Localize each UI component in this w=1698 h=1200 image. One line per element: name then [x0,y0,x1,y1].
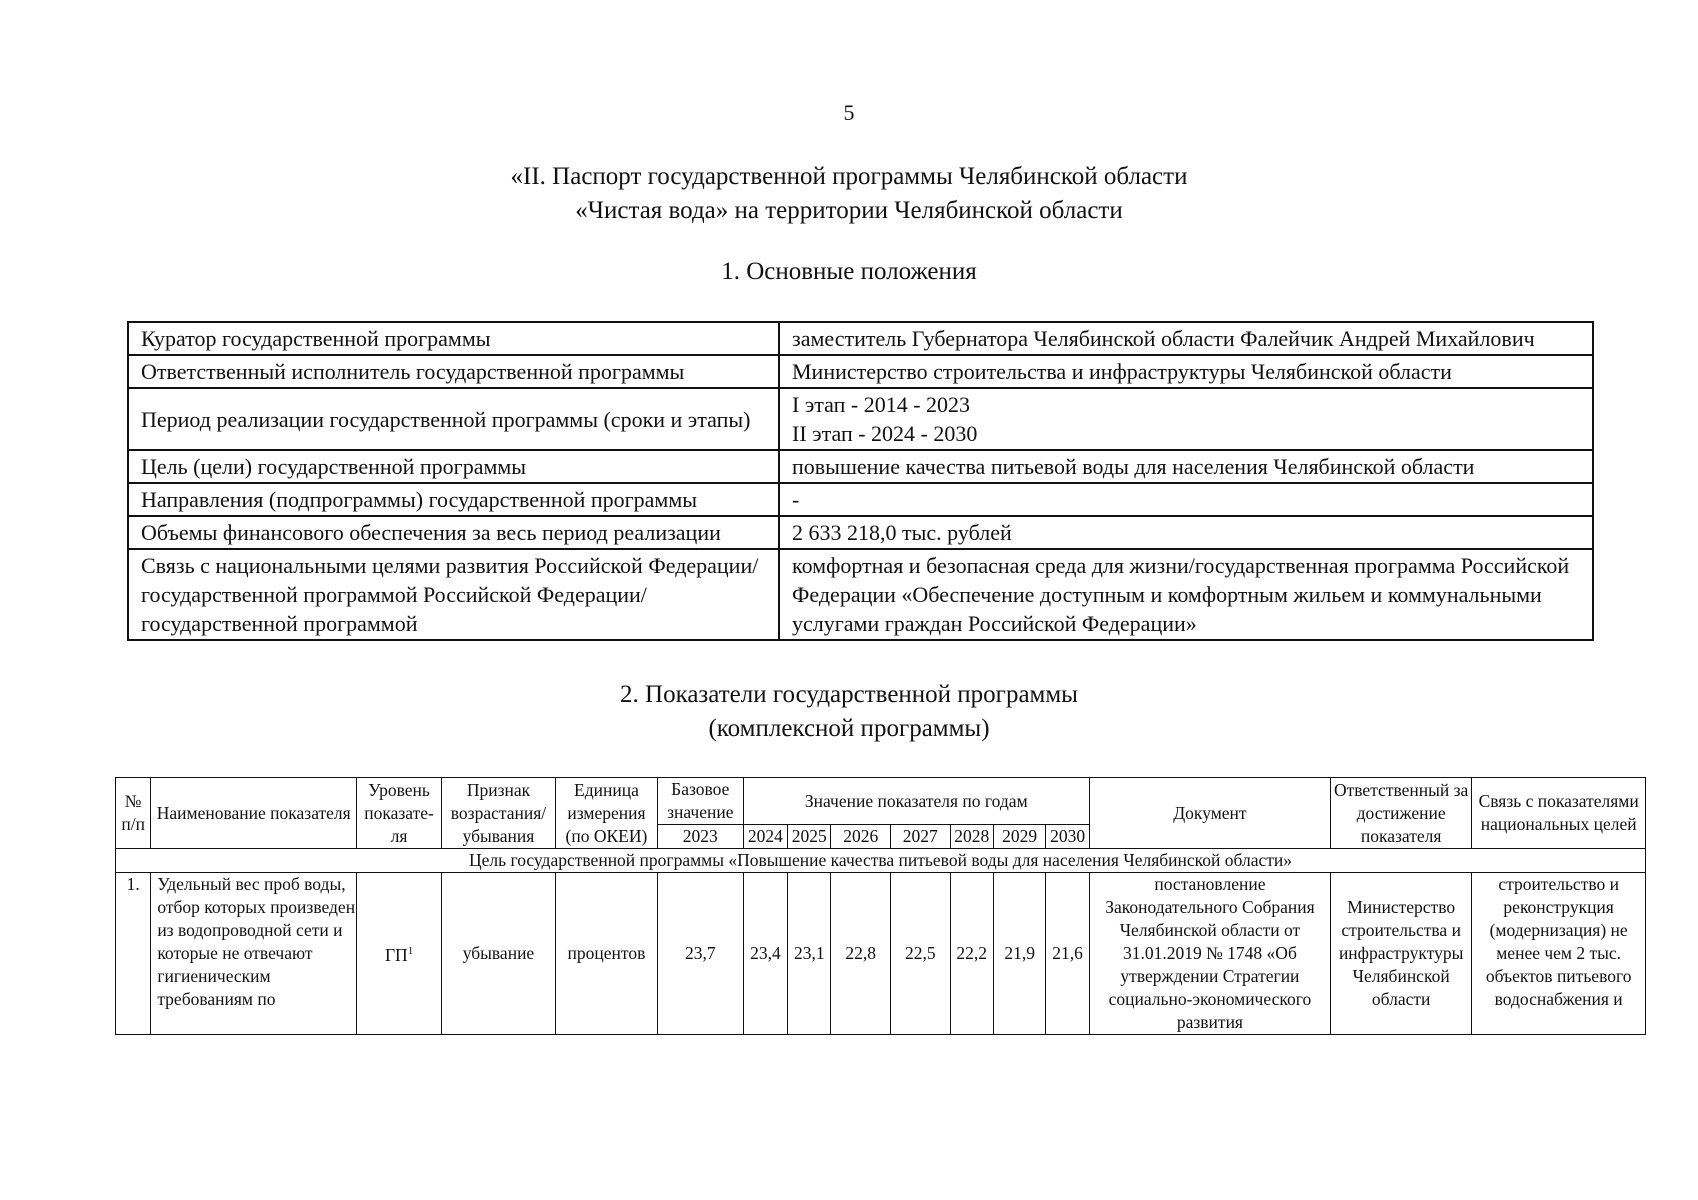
table-header-row [116,778,1646,825]
row-value: Министерство строительства и инфраструктуры Челябинской области [779,355,1593,388]
table-row [128,549,1593,640]
cell-value: 22,8 [831,873,891,1035]
header-year: 2030 [1046,825,1089,849]
row-value: 2 633 218,0 тыс. рублей [779,516,1593,549]
goal-text: Цель государственной программы «Повышение качества питьевой воды для населения Челябинской области» [116,849,1646,873]
row-key: Объемы финансового обеспечения за весь период реализации [128,516,779,549]
row-key: Цель (цели) государственной программы [128,450,779,483]
cell-value: 21,9 [993,873,1045,1035]
cell-document: постановление Законодательного Собрания Челябинской области от 31.01.2019 № 1748 «Об утверждении Стратегии социально-экономического развития [1089,873,1330,1035]
header-year: 2024 [743,825,787,849]
cell-value: 23,4 [743,873,787,1035]
table-row [128,516,1593,549]
cell-num: 1. [116,873,151,1035]
header-year: 2029 [993,825,1045,849]
header-responsible: Ответственный за достижение показателя [1331,778,1472,849]
table-row [128,450,1593,483]
table-row [128,322,1593,355]
cell-value: 23,1 [788,873,831,1035]
header-base: Базовое значение [657,778,743,825]
cell-sign: убывание [441,873,555,1035]
cell-unit: процентов [555,873,657,1035]
cell-value: 21,6 [1046,873,1089,1035]
header-year: 2026 [831,825,891,849]
section1-heading: 1. Основные положения [721,258,977,285]
table-row [128,483,1593,516]
cell-value: 22,5 [891,873,951,1035]
cell-level [357,873,442,1035]
row-key: Период реализации государственной программы (сроки и этапы) [128,388,779,450]
header-values-by-year: Значение показателя по годам [743,778,1089,825]
document-title [0,160,1698,228]
section2-heading [0,678,1698,746]
level-footnote: 1 [407,945,414,958]
row-value: заместитель Губернатора Челябинской области Фалейчик Андрей Михайлович [779,322,1593,355]
header-sign: Признак возрастания/ убывания [441,778,555,849]
row-value [779,388,1593,450]
table-row [116,873,1646,1035]
row-key: Куратор государственной программы [128,322,779,355]
header-year: 2028 [950,825,993,849]
cell-link: строительство и реконструкция (модернизация) не менее чем 2 тыс. объектов питьевого водоснабжения и [1472,873,1646,1035]
table-row [128,355,1593,388]
row-key: Направления (подпрограммы) государственной программы [128,483,779,516]
cell-responsible: Министерство строительства и инфраструктуры Челябинской области [1331,873,1472,1035]
header-name: Наименование показателя [151,778,357,849]
header-level: Уровень показате-ля [357,778,442,849]
table-row [128,388,1593,450]
page-number: 5 [843,100,855,125]
title-line-2: «Чистая вода» на территории Челябинской области [575,197,1123,224]
cell-name: Удельный вес проб воды, отбор которых произведен из водопроводной сети и которые не отвечают гигиеническим требованиям по [151,873,357,1035]
stage-1: I этап - 2014 - 2023 [792,392,971,417]
goal-row [116,849,1646,873]
header-unit: Единица измерения (по ОКЕИ) [555,778,657,849]
row-key: Ответственный исполнитель государственной программы [128,355,779,388]
main-provisions-table [127,321,1594,641]
title-line-1: «II. Паспорт государственной программы Челябинской области [510,163,1188,190]
row-key: Связь с национальными целями развития Российской Федерации/государственной программой Российской Федерации/государственной программой [128,549,779,640]
indicators-table [115,777,1646,1035]
header-year: 2025 [788,825,831,849]
header-document: Документ [1089,778,1330,849]
cell-value: 22,2 [950,873,993,1035]
header-year: 2027 [891,825,951,849]
section2-heading-line-2: (комплексной программы) [708,715,990,742]
header-link: Связь с показателями национальных целей [1472,778,1646,849]
row-value: повышение качества питьевой воды для населения Челябинской области [779,450,1593,483]
level-value: ГП [384,944,408,965]
section2-heading-line-1: 2. Показатели государственной программы [620,681,1078,708]
row-value: комфортная и безопасная среда для жизни/государственная программа Российской Федерации «Обеспечение доступным и комфортным жильем и коммунальными услугами граждан Российской Федерации» [779,549,1593,640]
header-num: № п/п [116,778,151,849]
row-value: - [779,483,1593,516]
stage-2: II этап - 2024 - 2030 [792,421,978,446]
cell-base: 23,7 [657,873,743,1035]
header-base-year: 2023 [657,825,743,849]
